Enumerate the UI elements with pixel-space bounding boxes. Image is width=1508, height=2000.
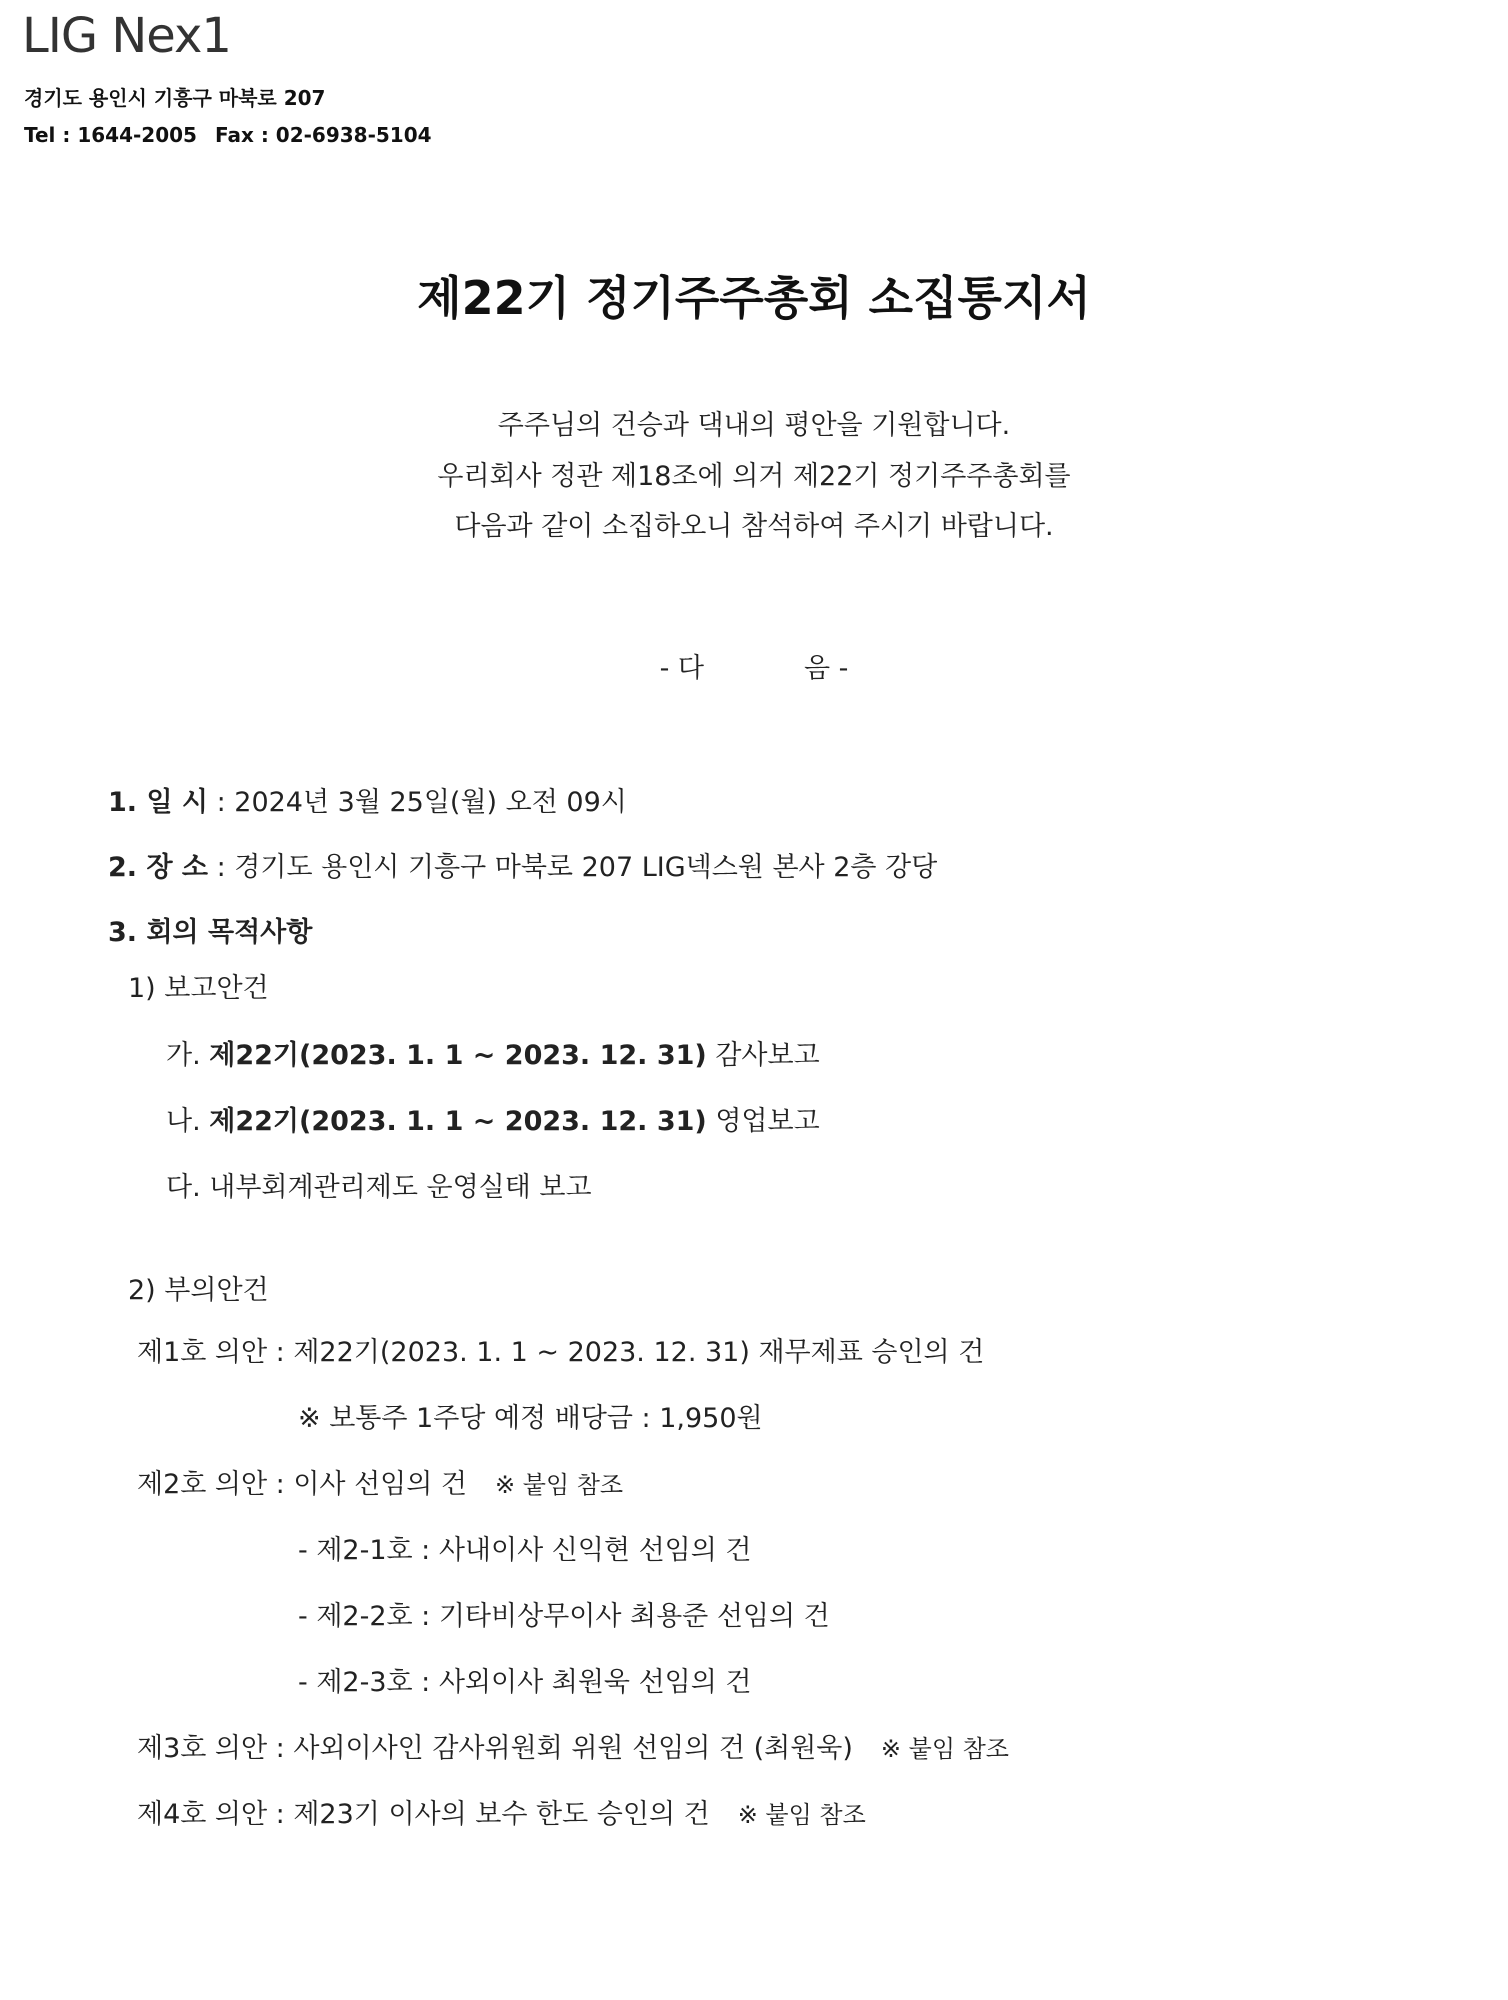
dagum-left: - 다 [659, 653, 704, 684]
dagum-right: 음 - [804, 653, 849, 684]
agenda-1-note: ※ 보통주 1주당 예정 배당금 : 1,950원 [298, 1403, 763, 1434]
tel-number: Tel : 1644-2005 [24, 123, 197, 147]
datetime-value: : 2024년 3월 25일(월) 오전 09시 [208, 787, 627, 818]
report-a-period: 제22기(2023. 1. 1 ~ 2023. 12. 31) [209, 1040, 707, 1071]
place-label: 2. 장 소 [108, 852, 209, 883]
intro-line-2: 우리회사 정관 제18조에 의거 제22기 정기주주총회를 [437, 461, 1071, 492]
report-item-c: 다. 내부회계관리제도 운영실태 보고 [166, 1172, 592, 1203]
report-heading: 1) 보고안건 [128, 973, 269, 1004]
agenda-3-text: 제3호 의안 : 사외이사인 감사위원회 위원 선임의 건 (최원욱) [137, 1733, 853, 1764]
fax-number: Fax : 02-6938-5104 [214, 123, 432, 147]
item-datetime [108, 780, 627, 819]
report-item-a [166, 1033, 820, 1072]
place-value: : 경기도 용인시 기흥구 마북로 207 LIG넥스원 본사 2층 강당 [208, 852, 938, 883]
intro-line-3: 다음과 같이 소집하오니 참석하여 주시기 바랍니다. [454, 511, 1054, 542]
report-a-prefix: 가. [166, 1040, 210, 1071]
agenda-2 [137, 1462, 623, 1501]
dagum-heading [0, 646, 1508, 685]
agenda-4-text: 제4호 의안 : 제23기 이사의 보수 한도 승인의 건 [137, 1799, 710, 1830]
resolution-heading: 2) 부의안건 [128, 1275, 269, 1306]
agenda-3-ref: ※ 붙임 참조 [880, 1735, 1009, 1763]
item-purpose: 3. 회의 목적사항 [108, 917, 313, 948]
report-b-suffix: 영업보고 [706, 1106, 820, 1137]
agenda-1: 제1호 의안 : 제22기(2023. 1. 1 ~ 2023. 12. 31) 재무제표 승인의 건 [137, 1337, 985, 1368]
agenda-2-ref: ※ 붙임 참조 [495, 1471, 624, 1499]
report-a-suffix: 감사보고 [706, 1040, 820, 1071]
agenda-2-2: - 제2-2호 : 기타비상무이사 최용준 선임의 건 [298, 1601, 830, 1632]
agenda-2-3: - 제2-3호 : 사외이사 최원욱 선임의 건 [298, 1667, 752, 1698]
company-address: 경기도 용인시 기흥구 마북로 207 [24, 86, 326, 110]
agenda-4-ref: ※ 붙임 참조 [737, 1801, 866, 1829]
agenda-2-text: 제2호 의안 : 이사 선임의 건 [137, 1469, 468, 1500]
document-title: 제22기 정기주주총회 소집통지서 [417, 271, 1091, 325]
company-contact [24, 123, 432, 147]
report-item-b [166, 1099, 820, 1138]
company-logo: LIG Nex1 [22, 8, 231, 64]
report-b-prefix: 나. [166, 1106, 210, 1137]
datetime-label: 1. 일 시 [108, 787, 209, 818]
agenda-3 [137, 1726, 1009, 1765]
agenda-2-1: - 제2-1호 : 사내이사 신익현 선임의 건 [298, 1535, 752, 1566]
intro-line-1: 주주님의 건승과 댁내의 평안을 기원합니다. [497, 410, 1011, 441]
report-b-period: 제22기(2023. 1. 1 ~ 2023. 12. 31) [209, 1106, 707, 1137]
item-place [108, 845, 937, 884]
agenda-4 [137, 1792, 866, 1831]
